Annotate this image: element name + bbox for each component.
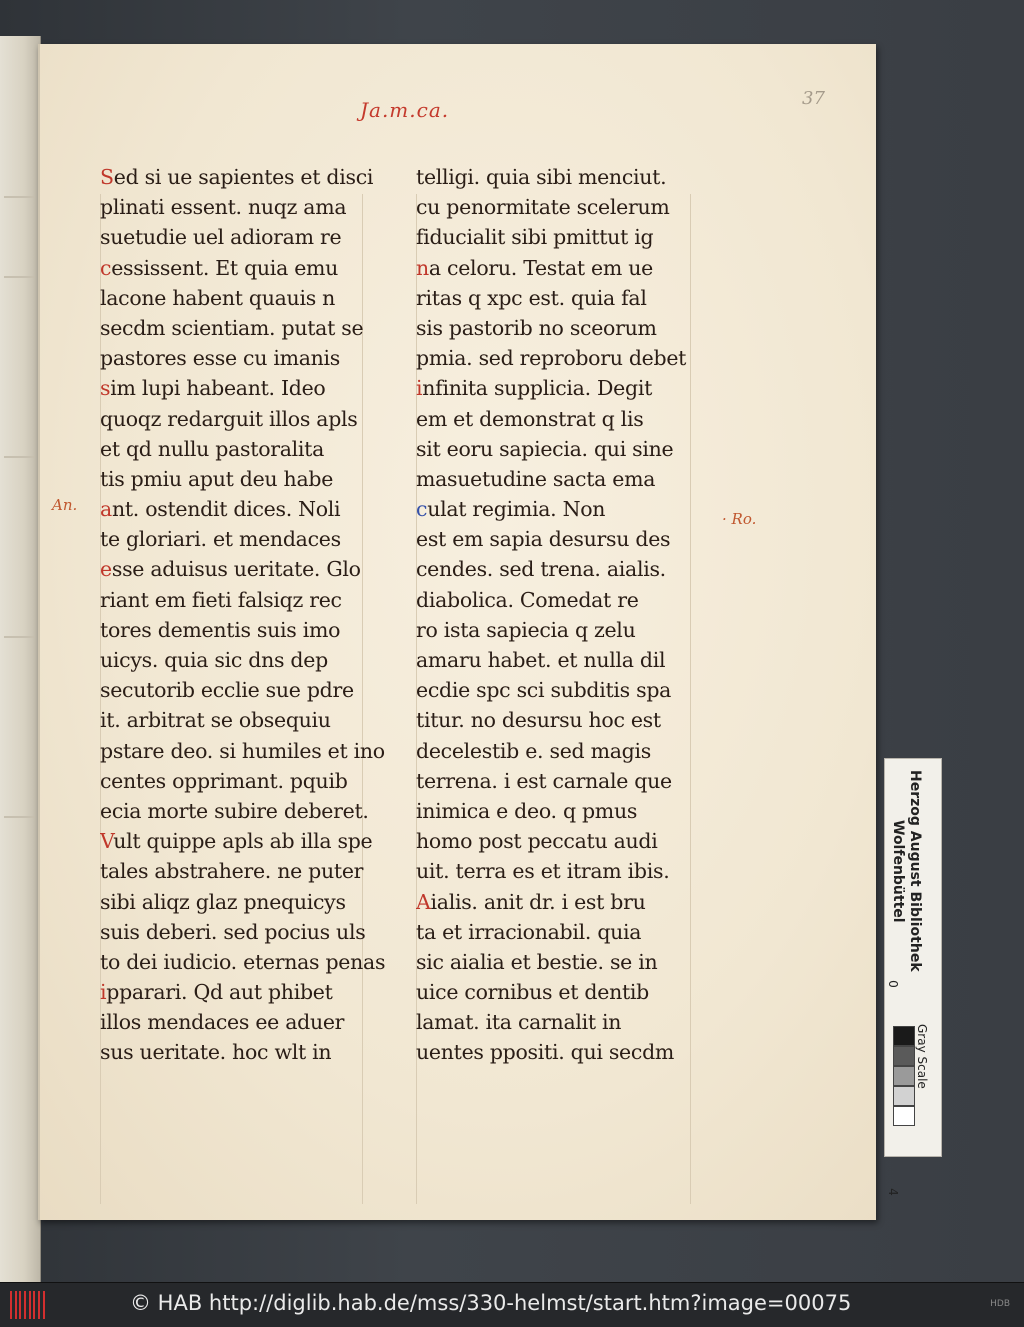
text-line: esse aduisus ueritate. Glo <box>100 557 361 582</box>
text-line: quoqz redarguit illos apls <box>100 406 358 431</box>
text-line: it. arbitrat se obsequiu <box>100 708 331 733</box>
text-line: inimica e deo. q pmus <box>416 798 638 823</box>
text-line: telligi. quia sibi menciut. <box>416 165 667 189</box>
text-line: tores dementis suis imo <box>100 617 341 642</box>
text-line: infinita supplicia. Degit <box>416 376 653 401</box>
text-line: fiducialit sibi pmittut ig <box>416 225 654 250</box>
text-line: riant em fieti falsiqz rec <box>100 587 342 612</box>
previous-page-edge <box>0 36 41 1282</box>
text-line: diabolica. Comedat re <box>416 587 639 612</box>
gray-swatch-dark <box>893 1046 915 1066</box>
text-line: culat regimia. Non <box>416 497 606 522</box>
text-line: titur. no desursu hoc est <box>416 708 661 733</box>
text-line: sit eoru sapiecia. qui sine <box>416 436 674 461</box>
gray-swatch-black <box>893 1026 915 1046</box>
text-line: ant. ostendit dices. Noli <box>100 497 341 522</box>
text-line: masuetudine sacta ema <box>416 466 656 491</box>
text-line: ritas q xpc est. quia fal <box>416 285 647 310</box>
text-line: Aialis. anit dr. i est bru <box>416 889 646 914</box>
text-line: pastores esse cu imanis <box>100 346 341 371</box>
text-line: illos mendaces ee aduer <box>100 1010 345 1035</box>
text-line: em et demonstrat q lis <box>416 406 644 431</box>
text-line: lamat. ita carnalit in <box>416 1010 622 1035</box>
gray-swatch-light <box>893 1086 915 1106</box>
text-line: centes opprimant. pquib <box>100 768 348 793</box>
folio-number: 37 <box>802 88 825 109</box>
manuscript-page <box>38 44 876 1220</box>
copyright-url[interactable]: © HAB http://diglib.hab.de/mss/330-helmst/start.htm?image=00075 <box>130 1291 852 1315</box>
gray-scale-label: Gray Scale <box>915 1024 929 1089</box>
gray-swatch-white <box>893 1106 915 1126</box>
text-column-left <box>100 162 398 1068</box>
text-line: suis deberi. sed pocius uls <box>100 919 366 944</box>
gray-swatch-mid <box>893 1066 915 1086</box>
text-line: uicys. quia sic dns dep <box>100 648 328 672</box>
scale-number: 4 <box>885 1188 900 1196</box>
text-line: homo post peccatu audi <box>416 829 658 854</box>
text-line: cu penormitate scelerum <box>416 195 670 220</box>
text-column-right <box>416 162 714 1068</box>
margin-note-left: An. <box>52 496 78 514</box>
text-line: ta et irracionabil. quia <box>416 919 642 944</box>
hab-logo-icon <box>8 1289 48 1321</box>
footer-mark: HDB <box>990 1299 1010 1309</box>
text-line: pstare deo. si humiles et ino <box>100 738 385 763</box>
text-line: ecia morte subire deberet. <box>100 798 369 823</box>
text-line: cessissent. Et quia emu <box>100 255 339 280</box>
text-line: terrena. i est carnale que <box>416 768 672 793</box>
text-line: pmia. sed reproboru debet <box>416 346 687 371</box>
text-line: tales abstrahere. ne puter <box>100 859 364 884</box>
text-line: suetudie uel adioram re <box>100 225 342 250</box>
text-line: na celoru. Testat em ue <box>416 255 653 280</box>
running-head: Ja.m.ca. <box>360 98 450 122</box>
text-line: uice cornibus et dentib <box>416 980 649 1005</box>
text-line: Sed si ue sapientes et disci <box>100 165 374 189</box>
text-line: decelestib e. sed magis <box>416 738 651 763</box>
text-line: sis pastorib no sceorum <box>416 315 657 340</box>
text-line: to dei iudicio. eternas penas <box>100 949 386 974</box>
text-line: ecdie spc sci subditis spa <box>416 678 672 703</box>
text-line: te gloriari. et mendaces <box>100 527 341 552</box>
text-line: secdm scientiam. putat se <box>100 315 364 340</box>
scale-number: 0 <box>885 980 900 988</box>
text-line: cendes. sed trena. aialis. <box>416 557 666 582</box>
footer-bar <box>0 1282 1024 1327</box>
text-line: tis pmiu aput deu habe <box>100 466 334 491</box>
library-name: Herzog August Bibliothek Wolfenbüttel <box>890 770 923 972</box>
text-line: est em sapia desursu des <box>416 527 671 552</box>
text-line: secutorib ecclie sue pdre <box>100 678 354 703</box>
text-line: plinati essent. nuqz ama <box>100 195 347 220</box>
text-line: lacone habent quauis n <box>100 285 336 310</box>
gray-scale-card <box>884 1020 942 1157</box>
text-line: uit. terra es et itram ibis. <box>416 859 670 884</box>
text-line: amaru habet. et nulla dil <box>416 648 666 672</box>
text-line: uentes ppositi. qui secdm <box>416 1040 675 1065</box>
text-line: Vult quippe apls ab illa spe <box>100 829 373 854</box>
text-line: sic aialia et bestie. se in <box>416 949 658 974</box>
text-line: sus ueritate. hoc wlt in <box>100 1040 332 1065</box>
text-line: sim lupi habeant. Ideo <box>100 376 326 401</box>
text-line: sibi aliqz glaz pnequicys <box>100 889 346 914</box>
margin-note-right: · Ro. <box>722 510 757 528</box>
text-line: ro ista sapiecia q zelu <box>416 617 636 642</box>
text-line: ipparari. Qd aut phibet <box>100 980 333 1005</box>
text-line: et qd nullu pastoralita <box>100 436 325 461</box>
